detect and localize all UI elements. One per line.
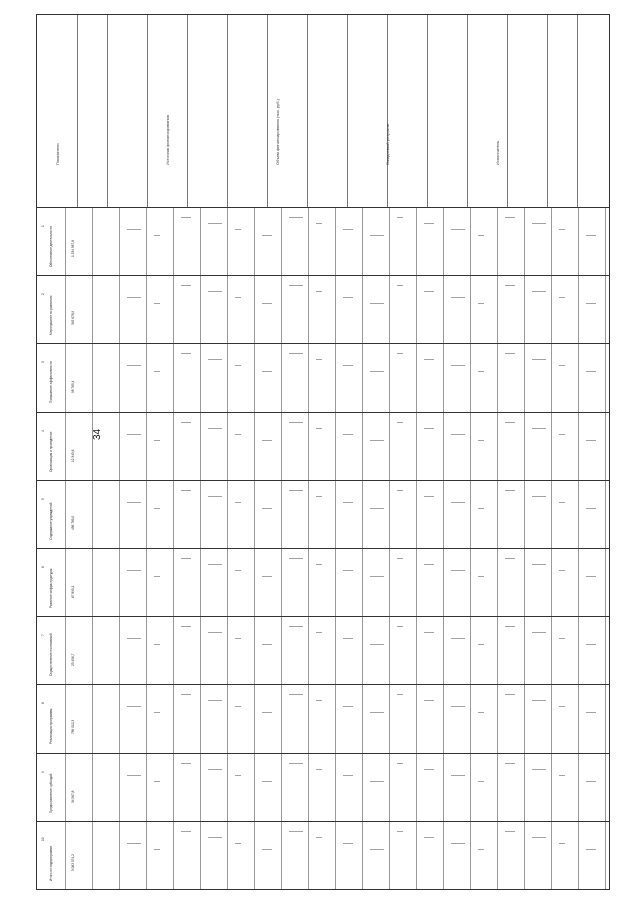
document-table [36, 14, 610, 890]
cell-mark [586, 508, 596, 509]
cell-mark [208, 564, 222, 565]
row-description: Обеспечение деятельности [49, 226, 53, 267]
cell-mark [154, 303, 160, 304]
cell-mark [505, 558, 515, 559]
row-description: Осуществление полномочий [49, 633, 53, 676]
row-number: 1 [41, 225, 45, 227]
cell-mark [343, 706, 353, 707]
cell-mark [559, 229, 565, 230]
cell-mark [370, 712, 384, 713]
cell-mark [316, 700, 322, 701]
table-row [37, 207, 609, 208]
cell-mark [424, 837, 434, 838]
header-divider [107, 15, 108, 207]
cell-mark [397, 558, 403, 559]
cell-mark [208, 769, 222, 770]
cell-mark [181, 831, 191, 832]
cell-mark [397, 285, 403, 286]
cell-mark [478, 371, 484, 372]
cell-mark [505, 831, 515, 832]
cell-mark [289, 763, 303, 764]
cell-mark [181, 763, 191, 764]
cell-mark [532, 700, 546, 701]
cell-mark [127, 297, 141, 298]
cell-mark [505, 763, 515, 764]
cell-mark [127, 706, 141, 707]
cell-mark [343, 502, 353, 503]
cell-mark [262, 235, 272, 236]
cell-mark [478, 781, 484, 782]
cell-mark [559, 365, 565, 366]
cell-mark [316, 837, 322, 838]
row-description: Содержание учреждений [49, 502, 53, 540]
cell-mark [532, 564, 546, 565]
row-description: Предоставление субсидий [49, 773, 53, 813]
header-caption: Объем финансирования (тыс. руб.) [275, 99, 280, 165]
header-divider [387, 15, 388, 207]
row-value: 345 678,9 [71, 310, 75, 325]
cell-mark [478, 303, 484, 304]
cell-mark [262, 781, 272, 782]
cell-mark [451, 502, 465, 503]
cell-mark [397, 490, 403, 491]
row-number: 2 [41, 293, 45, 295]
cell-mark [208, 496, 222, 497]
cell-mark [289, 285, 303, 286]
header-divider [347, 15, 348, 207]
cell-mark [316, 496, 322, 497]
cell-mark [424, 564, 434, 565]
cell-mark [343, 229, 353, 230]
cell-mark [478, 849, 484, 850]
row-description: Мероприятие по развитию [49, 295, 53, 335]
cell-mark [208, 700, 222, 701]
cell-mark [181, 217, 191, 218]
cell-mark [451, 297, 465, 298]
cell-mark [289, 353, 303, 354]
cell-mark [154, 781, 160, 782]
table-body [37, 207, 609, 889]
row-number: 5 [41, 498, 45, 500]
cell-mark [343, 638, 353, 639]
cell-mark [127, 229, 141, 230]
header-divider [467, 15, 468, 207]
cell-mark [235, 502, 241, 503]
row-value: 67 890,1 [71, 585, 75, 598]
cell-mark [532, 496, 546, 497]
cell-mark [370, 303, 384, 304]
table-row [37, 548, 609, 549]
cell-mark [451, 706, 465, 707]
cell-mark [505, 490, 515, 491]
row-number: 7 [41, 634, 45, 636]
cell-mark [370, 781, 384, 782]
table-row [37, 343, 609, 344]
cell-mark [424, 496, 434, 497]
cell-mark [181, 626, 191, 627]
cell-mark [316, 632, 322, 633]
cell-mark [181, 422, 191, 423]
cell-mark [451, 570, 465, 571]
header-divider [267, 15, 268, 207]
cell-mark [127, 365, 141, 366]
cell-mark [289, 490, 303, 491]
cell-mark [370, 235, 384, 236]
cell-mark [262, 371, 272, 372]
row-value: 34 567,8 [71, 790, 75, 803]
cell-mark [559, 775, 565, 776]
table-row [37, 684, 609, 685]
table-row [37, 753, 609, 754]
row-description: Организация и проведение [49, 431, 53, 472]
cell-mark [532, 359, 546, 360]
cell-mark [505, 626, 515, 627]
cell-mark [586, 303, 596, 304]
cell-mark [397, 353, 403, 354]
cell-mark [127, 843, 141, 844]
cell-mark [451, 434, 465, 435]
cell-mark [262, 712, 272, 713]
row-description: Развитие инфраструктуры [49, 568, 53, 608]
cell-mark [505, 217, 515, 218]
page-number: 34 [92, 428, 103, 440]
row-value: 789 012,3 [71, 719, 75, 734]
cell-mark [208, 291, 222, 292]
row-number: 9 [41, 771, 45, 773]
row-value: 12 345,6 [71, 449, 75, 462]
cell-mark [316, 428, 322, 429]
cell-mark [586, 371, 596, 372]
cell-mark [262, 303, 272, 304]
cell-mark [235, 365, 241, 366]
cell-mark [154, 371, 160, 372]
cell-mark [370, 644, 384, 645]
row-number: 10 [41, 837, 45, 841]
cell-mark [154, 712, 160, 713]
cell-mark [370, 849, 384, 850]
cell-mark [424, 223, 434, 224]
cell-mark [586, 712, 596, 713]
row-number: 6 [41, 566, 45, 568]
cell-mark [181, 353, 191, 354]
cell-mark [424, 359, 434, 360]
cell-mark [235, 570, 241, 571]
cell-mark [505, 285, 515, 286]
cell-mark [181, 558, 191, 559]
cell-mark [262, 644, 272, 645]
cell-mark [289, 422, 303, 423]
cell-mark [154, 576, 160, 577]
row-description: Реализация программы [49, 708, 53, 744]
cell-mark [235, 297, 241, 298]
cell-mark [397, 626, 403, 627]
cell-mark [559, 843, 565, 844]
cell-mark [370, 508, 384, 509]
cell-mark [505, 422, 515, 423]
header-divider [577, 15, 578, 207]
cell-mark [289, 694, 303, 695]
cell-mark [235, 434, 241, 435]
cell-mark [343, 297, 353, 298]
table-row [37, 275, 609, 276]
header-caption: Ожидаемый результат [385, 123, 390, 165]
cell-mark [262, 576, 272, 577]
cell-mark [181, 490, 191, 491]
row-value: 456 789,0 [71, 515, 75, 530]
cell-mark [154, 849, 160, 850]
header-divider [547, 15, 548, 207]
cell-mark [208, 837, 222, 838]
cell-mark [532, 291, 546, 292]
header-divider [227, 15, 228, 207]
cell-mark [127, 502, 141, 503]
cell-mark [559, 297, 565, 298]
cell-mark [424, 632, 434, 633]
cell-mark [181, 694, 191, 695]
cell-mark [478, 440, 484, 441]
cell-mark [235, 638, 241, 639]
cell-mark [154, 644, 160, 645]
row-value: 98 765,4 [71, 380, 75, 393]
table-row [37, 412, 609, 413]
cell-mark [343, 843, 353, 844]
cell-mark [208, 428, 222, 429]
cell-mark [559, 434, 565, 435]
cell-mark [532, 223, 546, 224]
row-description: Повышение эффективности [49, 361, 53, 403]
cell-mark [235, 843, 241, 844]
cell-mark [451, 365, 465, 366]
cell-mark [208, 359, 222, 360]
cell-mark [262, 849, 272, 850]
cell-mark [289, 217, 303, 218]
cell-mark [316, 564, 322, 565]
cell-mark [586, 781, 596, 782]
header-divider [187, 15, 188, 207]
cell-mark [559, 638, 565, 639]
row-number: 4 [41, 430, 45, 432]
cell-mark [127, 775, 141, 776]
cell-mark [370, 576, 384, 577]
cell-mark [316, 223, 322, 224]
header-divider [77, 15, 78, 207]
header-caption: Показатели [55, 143, 60, 165]
table-row [37, 821, 609, 822]
cell-mark [478, 235, 484, 236]
header-divider [307, 15, 308, 207]
cell-mark [235, 229, 241, 230]
cell-mark [316, 359, 322, 360]
cell-mark [505, 694, 515, 695]
cell-mark [451, 229, 465, 230]
cell-mark [505, 353, 515, 354]
cell-mark [559, 706, 565, 707]
cell-mark [424, 769, 434, 770]
row-value: 23 456,7 [71, 653, 75, 666]
cell-mark [424, 291, 434, 292]
cell-mark [154, 508, 160, 509]
header-caption: Источник финансирования [165, 115, 170, 165]
cell-mark [586, 644, 596, 645]
cell-mark [424, 700, 434, 701]
cell-mark [343, 434, 353, 435]
cell-mark [235, 775, 241, 776]
row-number: 3 [41, 361, 45, 363]
header-divider [427, 15, 428, 207]
cell-mark [154, 440, 160, 441]
cell-mark [532, 428, 546, 429]
cell-mark [586, 235, 596, 236]
cell-mark [208, 632, 222, 633]
cell-mark [127, 570, 141, 571]
cell-mark [127, 434, 141, 435]
cell-mark [424, 428, 434, 429]
cell-mark [289, 558, 303, 559]
cell-mark [316, 291, 322, 292]
table-header [37, 15, 609, 208]
cell-mark [343, 775, 353, 776]
cell-mark [316, 769, 322, 770]
cell-mark [451, 775, 465, 776]
cell-mark [397, 694, 403, 695]
cell-mark [478, 576, 484, 577]
cell-mark [370, 371, 384, 372]
cell-mark [397, 763, 403, 764]
cell-mark [478, 712, 484, 713]
cell-mark [397, 217, 403, 218]
cell-mark [586, 849, 596, 850]
cell-mark [154, 235, 160, 236]
cell-mark [559, 502, 565, 503]
row-number: 8 [41, 702, 45, 704]
cell-mark [289, 831, 303, 832]
cell-mark [532, 632, 546, 633]
table-row [37, 616, 609, 617]
cell-mark [559, 570, 565, 571]
cell-mark [262, 508, 272, 509]
header-divider [147, 15, 148, 207]
cell-mark [586, 576, 596, 577]
cell-mark [262, 440, 272, 441]
table-row [37, 480, 609, 481]
header-caption: Исполнитель [495, 140, 500, 165]
row-description: Итого по подпрограмме [49, 845, 53, 881]
cell-mark [532, 837, 546, 838]
cell-mark [478, 644, 484, 645]
cell-mark [451, 843, 465, 844]
row-value: 1 234 567,8 [71, 240, 75, 257]
cell-mark [397, 831, 403, 832]
cell-mark [397, 422, 403, 423]
cell-mark [289, 626, 303, 627]
cell-mark [370, 440, 384, 441]
cell-mark [127, 638, 141, 639]
cell-mark [343, 570, 353, 571]
cell-mark [451, 638, 465, 639]
cell-mark [478, 508, 484, 509]
cell-mark [586, 440, 596, 441]
row-value: 3 063 074,2 [71, 854, 75, 871]
cell-mark [208, 223, 222, 224]
cell-mark [181, 285, 191, 286]
cell-mark [235, 706, 241, 707]
cell-mark [343, 365, 353, 366]
header-divider [507, 15, 508, 207]
cell-mark [532, 769, 546, 770]
